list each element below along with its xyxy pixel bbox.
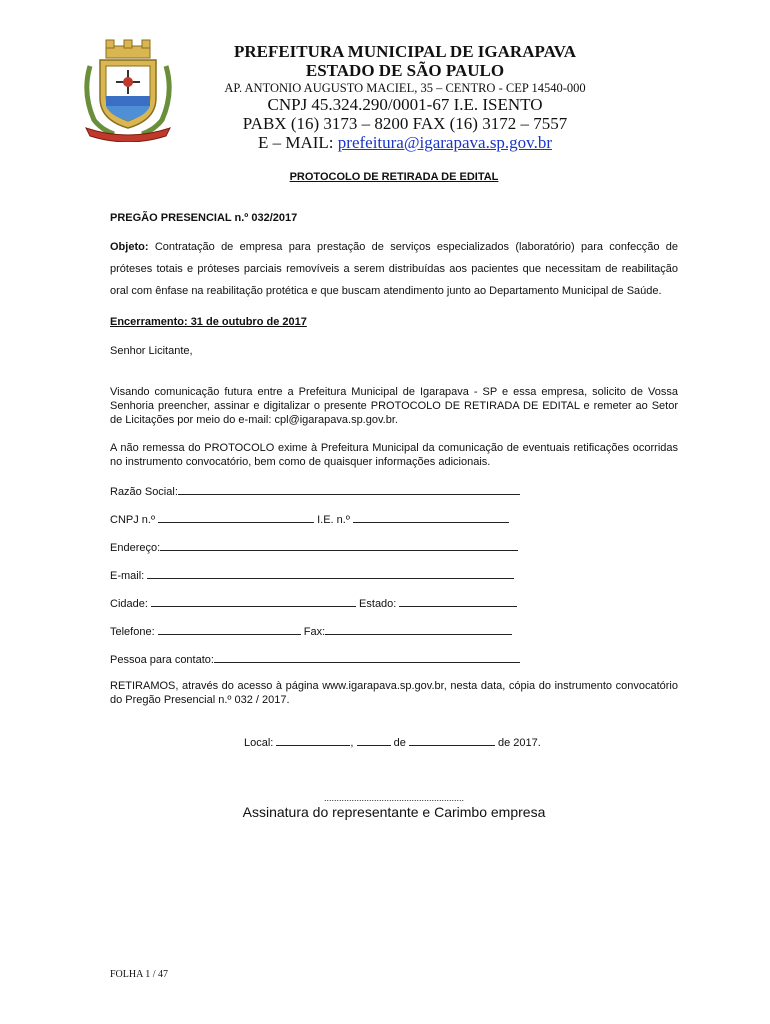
endereco-line[interactable]: [160, 539, 518, 551]
field-email-label: E-mail:: [110, 570, 145, 582]
cnpj-line[interactable]: [158, 511, 314, 523]
email-line[interactable]: [147, 567, 514, 579]
field-endereco-label: Endereço:: [110, 542, 161, 554]
ie-line[interactable]: [353, 511, 509, 523]
paragraph-notice: A não remessa do PROTOCOLO exime à Prefeitura Municipal da comunicação de eventuais retificações ocorridas no instrumento convocatório, bem como de quaisquer informações adicionais.: [110, 442, 678, 468]
field-fax-label: Fax:: [303, 626, 326, 638]
pregao-number: PREGÃO PRESENCIAL n.º 032/2017: [110, 212, 298, 224]
objeto-paragraph: [110, 236, 678, 302]
header-line-2: ESTADO DE SÃO PAULO: [305, 61, 505, 80]
header-address: AP. ANTONIO AUGUSTO MACIEL, 35 – CENTRO - CEP 14540-000: [224, 81, 586, 95]
header-email-prefix: E – MAIL:: [257, 133, 338, 152]
field-endereco: [110, 539, 518, 555]
pessoa-contato-line[interactable]: [214, 651, 520, 663]
cidade-line[interactable]: [151, 595, 356, 607]
signature-label: Assinatura do representante e Carimbo empresa: [242, 804, 546, 820]
field-ie-label: I.E. n.º: [317, 514, 350, 526]
local-month-line[interactable]: [409, 734, 495, 746]
paragraph-instructions: Visando comunicação futura entre a Prefeitura Municipal de Igarapava - SP e essa empresa, solicito de Vossa Senhoria preencher, assinar e digitalizar o presente PROTOCOLO DE RETIRADA DE EDITAL e remeter ao Setor de Licitações por meio do e-mail: cpl@igarapava.sp.gov.br.: [110, 386, 678, 426]
encerramento-date: Encerramento: 31 de outubro de 2017: [110, 316, 307, 328]
razao-social-line[interactable]: [178, 483, 520, 495]
local-label: Local:: [244, 737, 274, 749]
header-cnpj: CNPJ 45.324.290/0001-67 I.E. ISENTO: [267, 95, 543, 114]
estado-line[interactable]: [399, 595, 517, 607]
page-number: FOLHA 1 / 47: [110, 969, 169, 980]
field-pessoa-contato: [110, 651, 520, 667]
fax-line[interactable]: [325, 623, 512, 635]
coat-of-arms-logo: [80, 38, 176, 142]
salutation: Senhor Licitante,: [110, 345, 193, 357]
field-razao-social-label: Razão Social:: [110, 486, 178, 498]
field-telefone-fax: [110, 623, 512, 639]
field-razao-social: [110, 483, 520, 499]
field-cnpj-ie: [110, 511, 509, 527]
field-cidade-label: Cidade:: [110, 598, 148, 610]
objeto-text: Contratação de empresa para prestação de serviços especializados (laboratório) para confecção de próteses totais e próteses parciais removíveis a serem distribuídas aos pacientes que necessitam de reabilitação oral com ênfase na reabilitação protética e que buscam atendimento junto ao Departamento Municipal de Saúde.: [110, 241, 678, 297]
retiramos-paragraph: RETIRAMOS, através do acesso à página www.igarapava.sp.gov.br, nesta data, cópia do instrumento convocatório do Pregão Presencial n.º 032 / 2017.: [110, 680, 678, 706]
field-cidade-estado: [110, 595, 517, 611]
field-estado-label: Estado:: [359, 598, 397, 610]
field-cnpj-label: CNPJ n.º: [110, 514, 155, 526]
local-year-label: de 2017.: [497, 737, 541, 749]
local-de-label: de: [393, 737, 406, 749]
local-date-line: Local: , de de 2017.: [244, 734, 541, 750]
field-pessoa-contato-label: Pessoa para contato:: [110, 654, 214, 666]
header-line-1: PREFEITURA MUNICIPAL DE IGARAPAVA: [233, 42, 577, 61]
local-day-line[interactable]: [357, 734, 391, 746]
document-title: PROTOCOLO DE RETIRADA DE EDITAL: [289, 171, 499, 183]
local-city-line[interactable]: [276, 734, 350, 746]
header-phone: PABX (16) 3173 – 8200 FAX (16) 3172 – 7557: [242, 114, 568, 133]
header-email-link[interactable]: prefeitura@igarapava.sp.gov.br: [337, 133, 552, 152]
field-email: [110, 567, 514, 583]
signature-dots: ........................................................: [323, 793, 465, 803]
field-telefone-label: Telefone:: [110, 626, 155, 638]
objeto-label: Objeto:: [110, 241, 149, 253]
telefone-line[interactable]: [158, 623, 301, 635]
header-email: [190, 133, 620, 153]
